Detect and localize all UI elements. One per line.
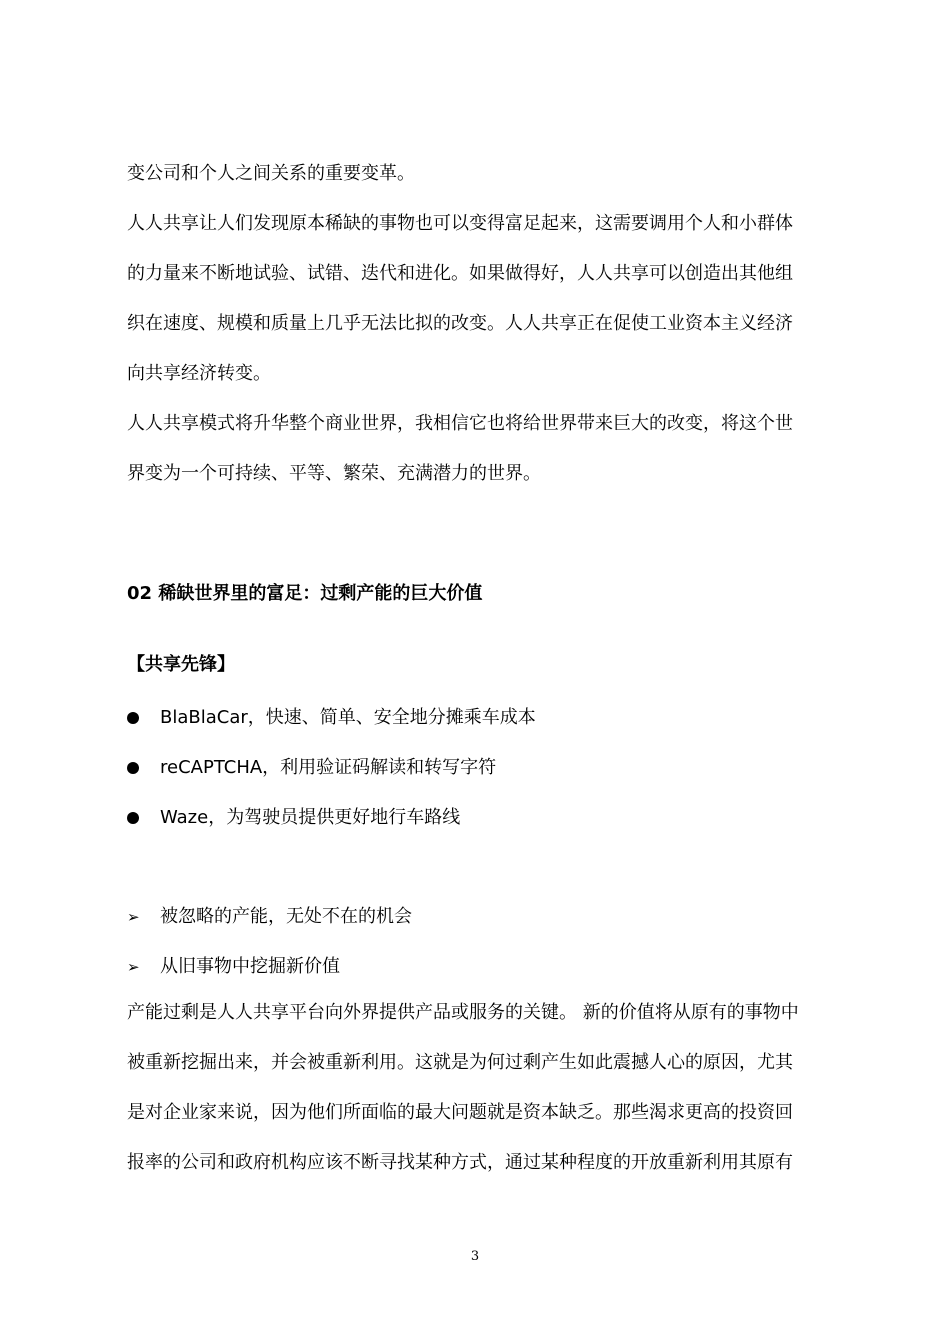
body-line: 产能过剩是人人共享平台向外界提供产品或服务的关键。 新的价值将从原有的事物中: [127, 1002, 799, 1023]
arrow-bullet-icon: ➢: [127, 908, 140, 926]
list-item: [127, 954, 837, 980]
arrow-bullet-icon: ➢: [127, 958, 140, 976]
list-item-text: BlaBlaCar，快速、简单、安全地分摊乘车成本: [160, 707, 536, 728]
section-heading: 02 稀缺世界里的富足：过剩产能的巨大价值: [127, 583, 483, 604]
bullet-icon: [127, 762, 139, 774]
body-line: 界变为一个可持续、平等、繁荣、充满潜力的世界。: [127, 463, 541, 484]
body-line: 报率的公司和政府机构应该不断寻找某种方式，通过某种程度的开放重新利用其原有: [127, 1152, 793, 1173]
body-line: 人人共享让人们发现原本稀缺的事物也可以变得富足起来，这需要调用个人和小群体: [127, 213, 793, 234]
body-line: 织在速度、规模和质量上几乎无法比拟的改变。人人共享正在促使工业资本主义经济: [127, 313, 793, 334]
bullet-icon: [127, 712, 139, 724]
body-line: 被重新挖掘出来，并会被重新利用。这就是为何过剩产生如此震撼人心的原因，尤其: [127, 1052, 793, 1073]
list-item-text: reCAPTCHA，利用验证码解读和转写字符: [160, 757, 497, 778]
body-line: 人人共享模式将升华整个商业世界，我相信它也将给世界带来巨大的改变，将这个世: [127, 413, 793, 434]
body-line: 向共享经济转变。: [127, 363, 271, 384]
page-number: 3: [470, 1249, 480, 1264]
list-item: [127, 705, 837, 731]
list-item-text: 被忽略的产能，无处不在的机会: [160, 906, 412, 927]
list-item-text: Waze，为驾驶员提供更好地行车路线: [160, 807, 461, 828]
bullet-icon: [127, 812, 139, 824]
list-item: [127, 805, 837, 831]
list-item: [127, 755, 837, 781]
body-line: 是对企业家来说，因为他们所面临的最大问题就是资本缺乏。那些渴求更高的投资回: [127, 1102, 793, 1123]
pioneers-label: 【共享先锋】: [127, 654, 235, 675]
body-line: 的力量来不断地试验、试错、迭代和进化。如果做得好，人人共享可以创造出其他组: [127, 263, 793, 284]
list-item-text: 从旧事物中挖掘新价值: [160, 956, 340, 977]
list-item: [127, 904, 837, 930]
body-line: 变公司和个人之间关系的重要变革。: [127, 163, 415, 184]
